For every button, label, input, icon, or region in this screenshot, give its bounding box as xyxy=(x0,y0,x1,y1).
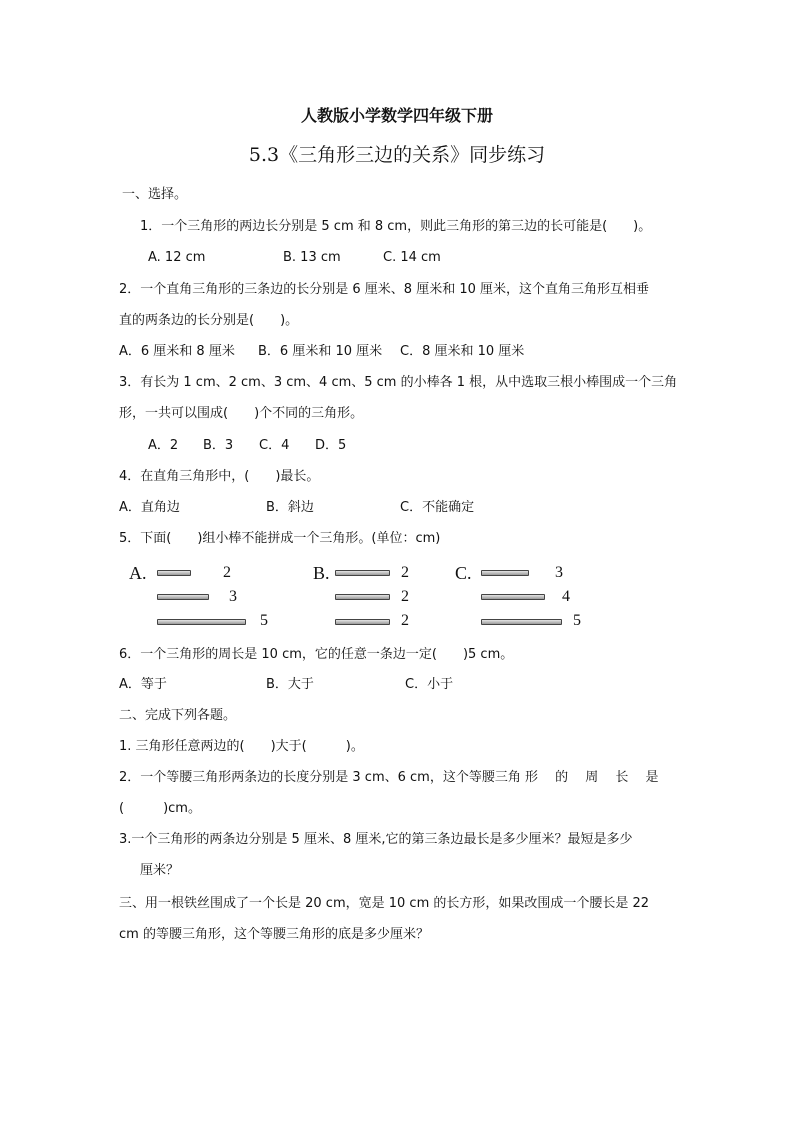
q1-option-b: B. 13 cm xyxy=(283,250,341,265)
q2-line1: 2．一个直角三角形的三条边的长分别是 6 厘米、8 厘米和 10 厘米，这个直角三角形互相垂 xyxy=(119,282,650,297)
worksheet-subtitle: 5.3《三角形三边的关系》同步练习 xyxy=(248,144,546,166)
s2-q2-line1: 2．一个等腰三角形两条边的长度分别是 3 cm、6 cm，这个等腰三角 形 的 周 长 是 xyxy=(119,770,659,785)
s2-q2-line2: ( )cm。 xyxy=(119,801,201,816)
q1-text: 1．一个三角形的两边长分别是 5 cm 和 8 cm，则此三角形的第三边的长可能是( )。 xyxy=(140,219,652,234)
section3-line1: 三、用一根铁丝围成了一个长是 20 cm，宽是 10 cm 的长方形，如果改围成一个腰长是 22 xyxy=(119,896,650,911)
stick xyxy=(335,570,390,576)
q2-option-c: C．8 厘米和 10 厘米 xyxy=(400,344,525,359)
q3-line1: 3．有长为 1 cm、2 cm、3 cm、4 cm、5 cm 的小棒各 1 根，从中选取三根小棒围成一个三角 xyxy=(119,375,678,390)
stick xyxy=(481,594,545,600)
q5-group-c-letter: C. xyxy=(455,563,472,583)
stick xyxy=(335,594,390,600)
q6-option-a: A．等于 xyxy=(119,677,167,692)
section1-heading: 一、选择。 xyxy=(122,187,188,202)
stick xyxy=(481,570,529,576)
q3-line2: 形，一共可以围成( )个不同的三角形。 xyxy=(119,406,364,421)
q4-option-b: B．斜边 xyxy=(266,500,314,515)
stick-length-label: 2 xyxy=(223,564,231,581)
q6-option-c: C．小于 xyxy=(405,677,454,692)
section2-heading: 二、完成下列各题。 xyxy=(119,708,237,723)
q3-option-a: A．2 xyxy=(148,438,179,453)
q4-text: 4．在直角三角形中，( )最长。 xyxy=(119,469,320,484)
stick-length-label: 3 xyxy=(555,564,563,581)
s2-q3-line2: 厘米？ xyxy=(140,863,180,878)
q6-option-b: B．大于 xyxy=(266,677,314,692)
stick xyxy=(157,570,191,576)
stick-length-label: 4 xyxy=(562,588,570,605)
q6-text: 6．一个三角形的周长是 10 cm，它的任意一条边一定( )5 cm。 xyxy=(119,647,514,662)
s2-q1-text: 1. 三角形任意两边的( )大于( )。 xyxy=(119,739,364,754)
worksheet-title: 人教版小学数学四年级下册 xyxy=(300,106,493,125)
stick-length-label: 2 xyxy=(401,612,409,629)
stick-length-label: 2 xyxy=(401,588,409,605)
stick-length-label: 5 xyxy=(573,612,581,629)
section3-line2: cm 的等腰三角形，这个等腰三角形的底是多少厘米？ xyxy=(119,927,429,942)
q3-option-b: B．3 xyxy=(203,438,234,453)
q3-option-d: D．5 xyxy=(315,438,347,453)
q2-line2: 直的两条边的长分别是( )。 xyxy=(119,313,299,328)
stick-length-label: 5 xyxy=(260,612,268,629)
q1-option-a: A. 12 cm xyxy=(148,250,206,265)
q2-option-a: A．6 厘米和 8 厘米 xyxy=(119,344,235,359)
q4-option-c: C．不能确定 xyxy=(400,500,475,515)
q2-option-b: B．6 厘米和 10 厘米 xyxy=(258,344,383,359)
q5-group-b-letter: B. xyxy=(313,563,330,583)
q5-group-a-letter: A. xyxy=(129,563,147,583)
stick xyxy=(157,619,246,625)
q1-option-c: C. 14 cm xyxy=(383,250,441,265)
q5-text: 5．下面( )组小棒不能拼成一个三角形。(单位：cm) xyxy=(119,531,441,546)
stick-length-label: 2 xyxy=(401,564,409,581)
stick xyxy=(157,594,209,600)
stick xyxy=(481,619,562,625)
s2-q3-line1: 3.一个三角形的两条边分别是 5 厘米、8 厘米,它的第三条边最长是多少厘米？最短是多少 xyxy=(119,832,633,847)
q3-option-c: C．4 xyxy=(259,438,290,453)
stick xyxy=(335,619,390,625)
stick-length-label: 3 xyxy=(229,588,237,605)
q4-option-a: A．直角边 xyxy=(119,500,180,515)
